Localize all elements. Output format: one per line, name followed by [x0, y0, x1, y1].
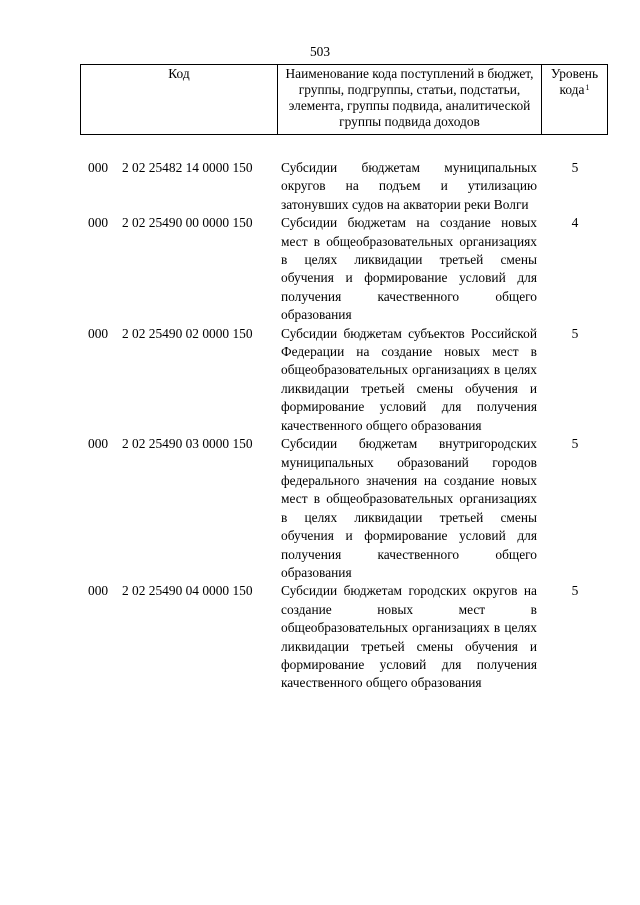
admin-code: 000 [88, 160, 109, 175]
code-level: 5 [571, 160, 579, 175]
code-level: 5 [571, 436, 579, 452]
page-number: 503 [309, 44, 331, 59]
revenue-code-list [80, 159, 607, 693]
header-name: Наименование кода поступлений в бюджет, группы, подгруппы, статьи, подстатьи, элемента, группы подвида, аналитической группы подвида доходов [278, 65, 542, 135]
revenue-name: Субсидии бюджетам субъектов Российской Федерации на создание новых мест в общеобразовательных организациях в целях ликвидации третьей смены обучения и формирование условий для получения качественного общего образования [281, 325, 537, 433]
table-header [80, 64, 608, 135]
revenue-code: 2 02 25482 14 0000 150 [122, 160, 253, 175]
table-row [80, 214, 607, 324]
header-code: Код [81, 65, 278, 135]
table-row [80, 435, 607, 582]
admin-code: 000 [88, 436, 109, 452]
revenue-name: Субсидии бюджетам внутригородских муниципальных образований городов федерального значения на создание новых мест в общеобразовательных организациях в целях ликвидации третьей смены обучения и формирование условий для получения качественного общего образования [281, 436, 537, 580]
table-row [80, 325, 607, 435]
revenue-code: 2 02 25490 03 0000 150 [122, 436, 253, 452]
table-row [80, 582, 607, 692]
code-level: 5 [571, 325, 579, 341]
admin-code: 000 [88, 325, 109, 341]
revenue-name: Субсидии бюджетам на создание новых мест в общеобразовательных организациях в целях ликвидации третьей смены обучения и формирование условий для получения качественного общего образования [281, 215, 537, 323]
revenue-code: 2 02 25490 04 0000 150 [122, 583, 253, 599]
code-level: 4 [571, 215, 579, 231]
header-level-footnote: 1 [585, 83, 590, 92]
admin-code: 000 [88, 583, 109, 599]
header-level [542, 65, 608, 135]
admin-code: 000 [88, 215, 109, 231]
table-row [80, 159, 607, 214]
revenue-code: 2 02 25490 02 0000 150 [122, 325, 253, 341]
code-level: 5 [571, 583, 579, 599]
revenue-code: 2 02 25490 00 0000 150 [122, 215, 253, 231]
header-level-label: Уровень кода [550, 66, 599, 97]
revenue-name: Субсидии бюджетам муниципальных округов на подъем и утилизацию затонувших судов на акватории реки Волги [281, 160, 537, 212]
revenue-name: Субсидии бюджетам городских округов на создание новых мест в общеобразовательных организациях в целях ликвидации третьей смены обучения и формирование условий для получения качественного общего образования [281, 583, 537, 691]
